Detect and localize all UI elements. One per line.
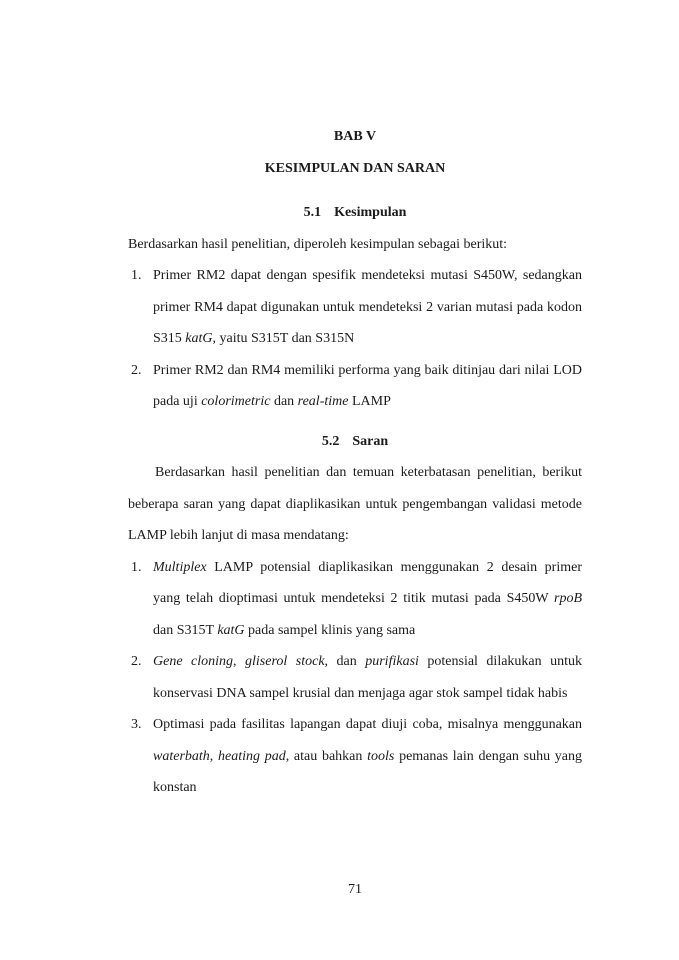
italic-text: gliserol stock bbox=[245, 654, 325, 669]
plain-text: , atau bahkan bbox=[285, 748, 368, 764]
italic-text: heating pad bbox=[218, 748, 286, 764]
list-item-text bbox=[153, 709, 582, 804]
list-item bbox=[128, 552, 582, 647]
section-5-1-heading bbox=[128, 197, 582, 229]
chapter-title-heading: KESIMPULAN DAN SARAN bbox=[264, 160, 446, 176]
italic-text: real-time bbox=[297, 394, 349, 409]
plain-text: dan bbox=[270, 394, 298, 409]
list-item-number: 1. bbox=[131, 268, 142, 283]
plain-text: Primer RM2 dapat dengan spesifik mendeteksi mutasi S450W, sedangkan primer RM4 dapat digunakan untuk mendeteksi 2 varian mutasi pada kodon S315 bbox=[153, 268, 582, 346]
italic-text: Multiplex bbox=[153, 559, 207, 575]
italic-text: tools bbox=[367, 748, 395, 764]
italic-text: katG bbox=[217, 622, 245, 638]
list-item-number: 2. bbox=[131, 654, 142, 669]
italic-text: rpoB bbox=[554, 591, 582, 606]
italic-text: purifikasi bbox=[365, 654, 419, 669]
list-item bbox=[128, 355, 582, 418]
plain-text: , bbox=[209, 748, 218, 764]
italic-text: Gene cloning bbox=[153, 654, 234, 669]
section-5-1-number: 5.1 bbox=[303, 205, 322, 220]
plain-text: , bbox=[233, 654, 246, 669]
page-number: 71 bbox=[348, 882, 362, 897]
list-item bbox=[128, 646, 582, 709]
plain-text: Optimasi pada fasilitas lapangan dapat diuji coba, misalnya menggunakan bbox=[153, 717, 582, 732]
section-5-2-title: Saran bbox=[352, 433, 389, 449]
italic-text: colorimetric bbox=[201, 394, 271, 409]
plain-text: pada sampel klinis yang sama bbox=[244, 622, 416, 638]
plain-text: , dan bbox=[324, 654, 366, 669]
section-5-2-list bbox=[128, 552, 582, 804]
plain-text: pemanas lain dengan suhu yang konstan bbox=[153, 748, 583, 795]
plain-text: LAMP bbox=[348, 394, 391, 409]
section-5-2-heading bbox=[128, 426, 582, 458]
section-5-1-title: Kesimpulan bbox=[334, 205, 407, 220]
plain-text: LAMP potensial diaplikasikan menggunakan 2 desain primer yang telah dioptimasi untuk mendeteksi 2 titik mutasi pada S450W bbox=[153, 559, 582, 606]
list-item bbox=[128, 709, 582, 804]
list-item-text bbox=[153, 552, 582, 647]
plain-text: dan S315T bbox=[153, 622, 218, 638]
section-5-2-intro: Berdasarkan hasil penelitian dan temuan keterbatasan penelitian, berikut beberapa saran yang dapat diaplikasikan untuk pengembangan validasi metode LAMP lebih lanjut di masa mendatang: bbox=[128, 465, 582, 543]
chapter-number-heading: BAB V bbox=[333, 129, 377, 144]
list-item-number: 3. bbox=[131, 717, 142, 732]
italic-text: waterbath bbox=[153, 748, 210, 764]
page-content bbox=[128, 121, 582, 804]
section-5-1-list bbox=[128, 260, 582, 418]
list-item-number: 2. bbox=[131, 362, 142, 378]
plain-text: Primer RM2 dan RM4 memiliki performa yang baik ditinjau dari nilai LOD pada uji bbox=[153, 362, 582, 409]
italic-text: katG bbox=[185, 331, 213, 346]
list-item bbox=[128, 260, 582, 355]
section-5-1-intro: Berdasarkan hasil penelitian, diperoleh kesimpulan sebagai berikut: bbox=[128, 236, 508, 252]
plain-text: potensial dilakukan untuk konservasi DNA sampel krusial dan menjaga agar stok sampel tidak habis bbox=[153, 654, 583, 701]
list-item-number: 1. bbox=[131, 559, 142, 575]
list-item-text bbox=[153, 646, 582, 709]
section-5-2-number: 5.2 bbox=[321, 433, 340, 449]
list-item-text bbox=[153, 355, 582, 418]
plain-text: , yaitu S315T dan S315N bbox=[212, 331, 355, 346]
list-item-text bbox=[153, 260, 582, 355]
